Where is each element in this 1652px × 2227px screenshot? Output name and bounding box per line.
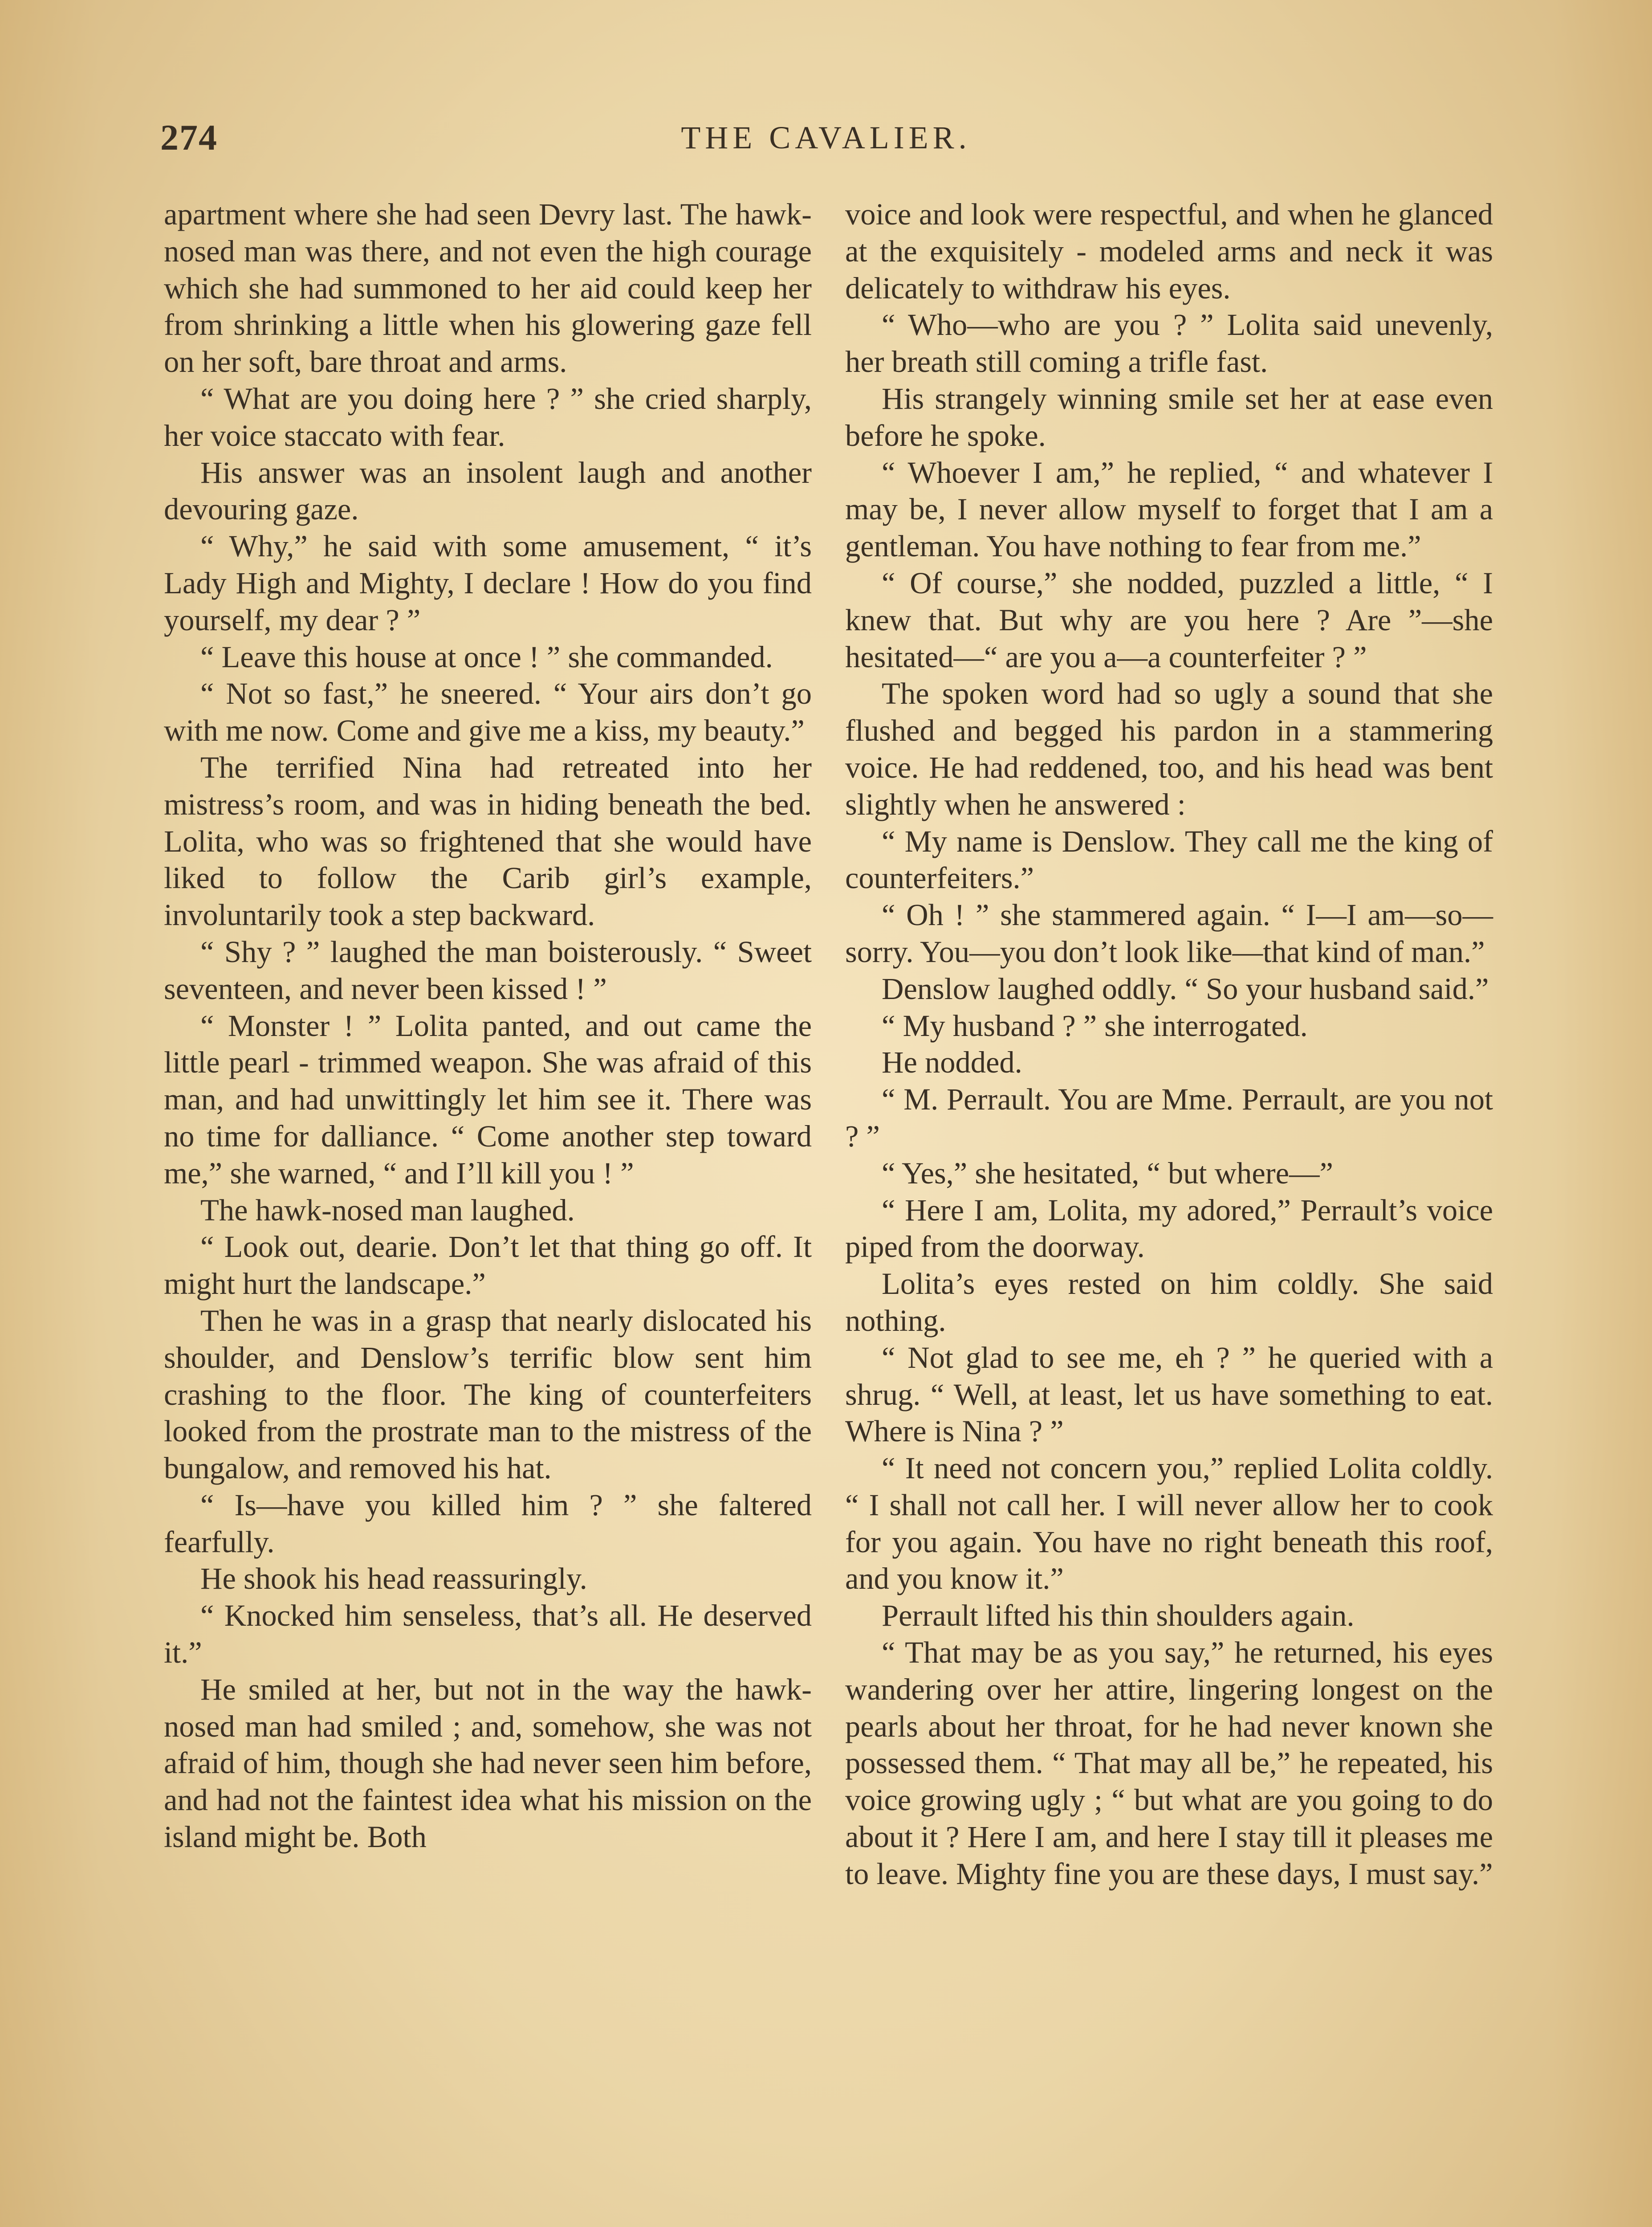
paragraph: The spoken word had so ugly a sound that she flushed and begged his pardon in a stammering voice. He had reddened, too, and his head was bent slightly when he answered : [845, 677, 1493, 821]
paragraph: He smiled at her, but not in the way the hawk-nosed man had smiled ; and, somehow, she was not afraid of him, though she had never seen him before, and had not the faintest idea what his mission on the island might be. Both [164, 1672, 812, 1854]
paragraph: The hawk-nosed man laughed. [200, 1193, 575, 1227]
paragraph: “ Whoever I am,” he replied, “ and whatever I may be, I never allow myself to forget that I am a gentleman. You have nothing to fear from me.” [845, 455, 1493, 563]
paragraph: “ Of course,” she nodded, puzzled a little, “ I knew that. But why are you here ? Are ”—she hesitated—“ are you a—a counterfeiter ? ” [845, 566, 1493, 674]
right-column [845, 196, 1493, 1893]
paragraph: “ Shy ? ” laughed the man boisterously. “ Sweet seventeen, and never been kissed ! ” [164, 934, 812, 1006]
paragraph: “ Yes,” she hesitated, “ but where—” [882, 1156, 1333, 1190]
paragraph: He shook his head reassuringly. [200, 1562, 587, 1596]
paragraph: “ My husband ? ” she interrogated. [882, 1008, 1308, 1043]
paragraph: Lolita’s eyes rested on him coldly. She said nothing. [845, 1267, 1493, 1338]
paragraph: “ It need not concern you,” replied Lolita coldly. “ I shall not call her. I will never allow her to cook for you again. You have no right beneath this roof, and you know it.” [845, 1451, 1493, 1596]
running-head [160, 117, 1492, 166]
paragraph: The terrified Nina had retreated into her mistress’s room, and was in hiding beneath the bed. Lolita, who was so frightened that she would have liked to follow the Carib girl’s example, involuntarily took a step backward. [164, 750, 812, 932]
paragraph: “ My name is Denslow. They call me the king of counterfeiters.” [845, 824, 1493, 895]
paragraph: Denslow laughed oddly. “ So your husband said.” [882, 971, 1489, 1006]
paragraph: “ Why,” he said with some amusement, “ it’s Lady High and Mighty, I declare ! How do you find yourself, my dear ? ” [164, 529, 812, 637]
paragraph: “ Leave this house at once ! ” she commanded. [200, 640, 773, 674]
paragraph: “ Here I am, Lolita, my adored,” Perrault’s voice piped from the doorway. [845, 1193, 1493, 1264]
paragraph: “ Is—have you killed him ? ” she faltered fearfully. [164, 1488, 812, 1559]
paragraph: “ Monster ! ” Lolita panted, and out came the little pearl - trimmed weapon. She was afraid of this man, and had unwittingly let him see it. There was no time for dalliance. “ Come another step toward me,” she warned, “ and I’ll kill you ! ” [164, 1008, 812, 1190]
paragraph: His answer was an insolent laugh and another devouring gaze. [164, 455, 812, 526]
paragraph: “ Oh ! ” she stammered again. “ I—I am—so—sorry. You—you don’t look like—that kind of man.” [845, 898, 1493, 969]
paragraph: “ Knocked him senseless, that’s all. He deserved it.” [164, 1599, 812, 1670]
paragraph: voice and look were respectful, and when he glanced at the exquisitely - modeled arms and neck it was delicately to withdraw his eyes. [845, 197, 1493, 305]
paragraph: “ Not so fast,” he sneered. “ Your airs don’t go with me now. Come and give me a kiss, my beauty.” [164, 677, 812, 748]
left-column [164, 196, 812, 1856]
paragraph: His strangely winning smile set her at ease even before he spoke. [845, 381, 1493, 453]
paragraph: He nodded. [882, 1045, 1022, 1080]
paragraph: “ M. Perrault. You are Mme. Perrault, are you not ? ” [845, 1082, 1493, 1153]
paragraph: apartment where she had seen Devry last. The hawk-nosed man was there, and not even the high courage which she had summoned to her aid could keep her from shrinking a little when his glowering gaze fell on her soft, bare throat and arms. [164, 197, 812, 379]
paragraph: “ Not glad to see me, eh ? ” he queried with a shrug. “ Well, at least, let us have something to eat. Where is Nina ? ” [845, 1340, 1493, 1448]
paragraph: “ That may be as you say,” he returned, his eyes wandering over her attire, lingering longest on the pearls about her throat, for he had never known she possessed them. “ That may all be,” he repeated, his voice growing ugly ; “ but what are you going to do about it ? Here I am, and here I stay till it pleases me to leave. Mighty fine you are these days, I must say.” [845, 1636, 1493, 1891]
running-title: THE CAVALIER. [681, 120, 971, 155]
paragraph: Perrault lifted his thin shoulders again. [882, 1599, 1355, 1633]
paragraph: “ Who—who are you ? ” Lolita said unevenly, her breath still coming a trifle fast. [845, 308, 1493, 379]
paragraph: “ Look out, dearie. Don’t let that thing go off. It might hurt the landscape.” [164, 1230, 812, 1301]
paragraph: Then he was in a grasp that nearly dislocated his shoulder, and Denslow’s terrific blow sent him crashing to the floor. The king of counterfeiters looked from the prostrate man to the mistress of the bungalow, and removed his hat. [164, 1303, 812, 1485]
page-number: 274 [160, 117, 218, 158]
paragraph: “ What are you doing here ? ” she cried sharply, her voice staccato with fear. [164, 381, 812, 453]
